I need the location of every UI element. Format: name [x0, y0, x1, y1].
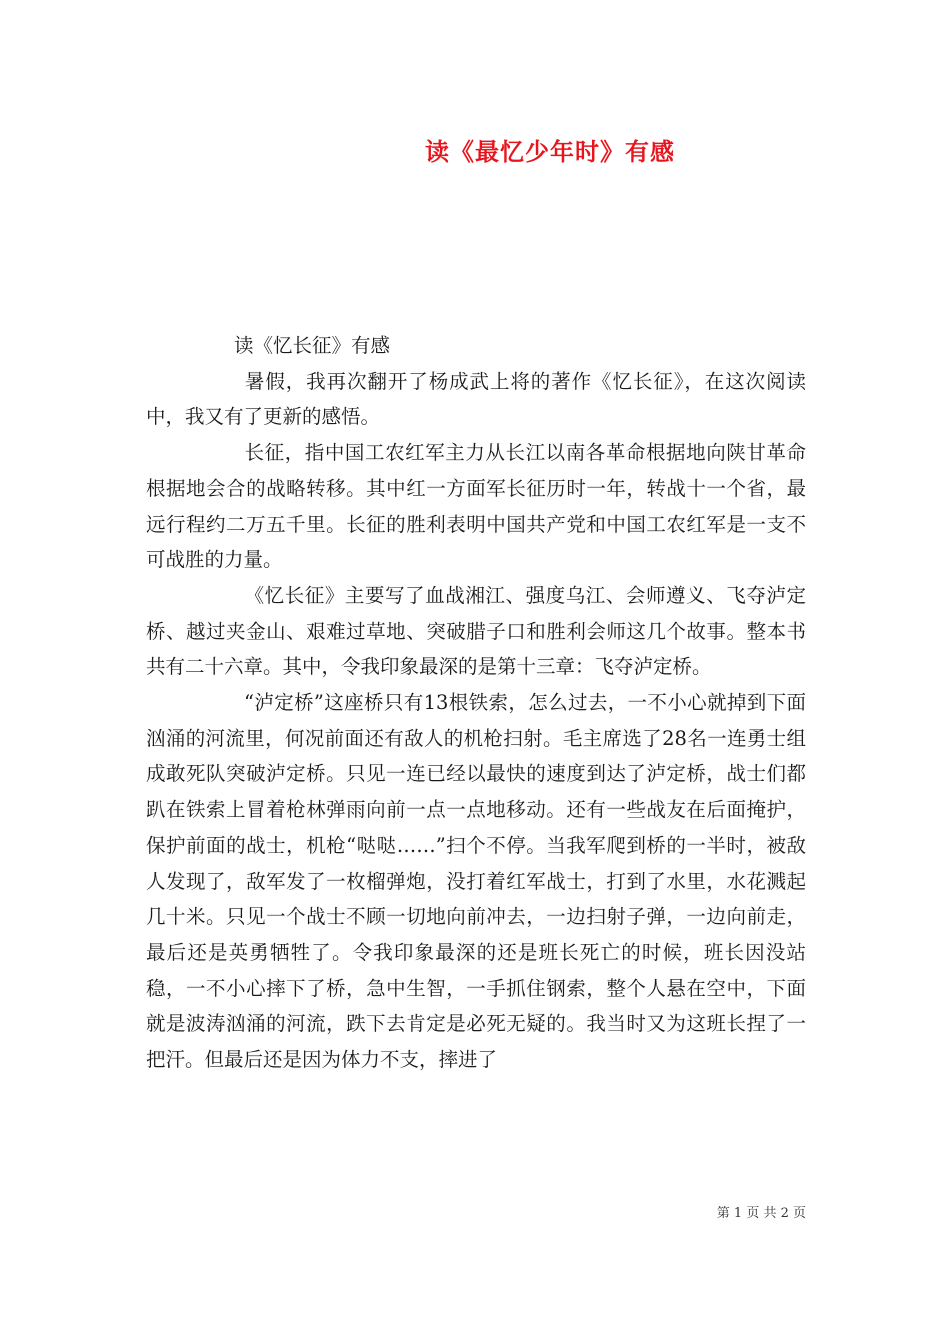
article-subtitle: 读《忆长征》有感 — [234, 334, 391, 357]
paragraph-2: 长征，指中国工农红军主力从长江以南各革命根据地向陕甘革命根据地会合的战略转移。其中红一方面军长征历时一年，转战十一个省，最远行程约二万五千里。长征的胜利表明中国共产党和中国工农红军是一支不可战胜的力量。 — [146, 441, 806, 572]
paragraph-3: 《忆长征》主要写了血战湘江、强度乌江、会师遵义、飞夺泸定桥、越过夹金山、艰难过草地、突破腊子口和胜利会师这几个故事。整本书共有二十六章。其中，令我印象最深的是第十三章：飞夺泸定桥。 — [146, 583, 806, 679]
document-body — [146, 328, 806, 1078]
paragraph-4: “泸定桥”这座桥只有13根铁索，怎么过去，一不小心就掉到下面汹涌的河流里，何况前面还有敌人的机枪扫射。毛主席选了28名一连勇士组成敢死队突破泸定桥。只见一连已经以最快的速度到达了泸定桥，战士们都趴在铁索上冒着枪林弹雨向前一点一点地移动。还有一些战友在后面掩护，保护前面的战士，机枪“哒哒……”扫个不停。当我军爬到桥的一半时，被敌人发现了，敌军发了一枚榴弹炮，没打着红军战士，打到了水里，水花溅起几十米。只见一个战士不顾一切地向前冲去，一边扫射子弹，一边向前走，最后还是英勇牺牲了。令我印象最深的还是班长死亡的时候，班长因没站稳，一不小心摔下了桥，急中生智，一手抓住钢索，整个人悬在空中，下面就是波涛汹涌的河流，跌下去肯定是必死无疑的。我当时又为这班长捏了一把汗。但最后还是因为体力不支，摔进了 — [146, 691, 806, 1072]
paragraph-1: 暑假，我再次翻开了杨成武上将的著作《忆长征》，在这次阅读中，我又有了更新的感悟。 — [146, 369, 806, 429]
page-footer: 第 1 页 共 2 页 — [716, 1206, 806, 1221]
document-title: 读《最忆少年时》有感 — [425, 137, 675, 166]
